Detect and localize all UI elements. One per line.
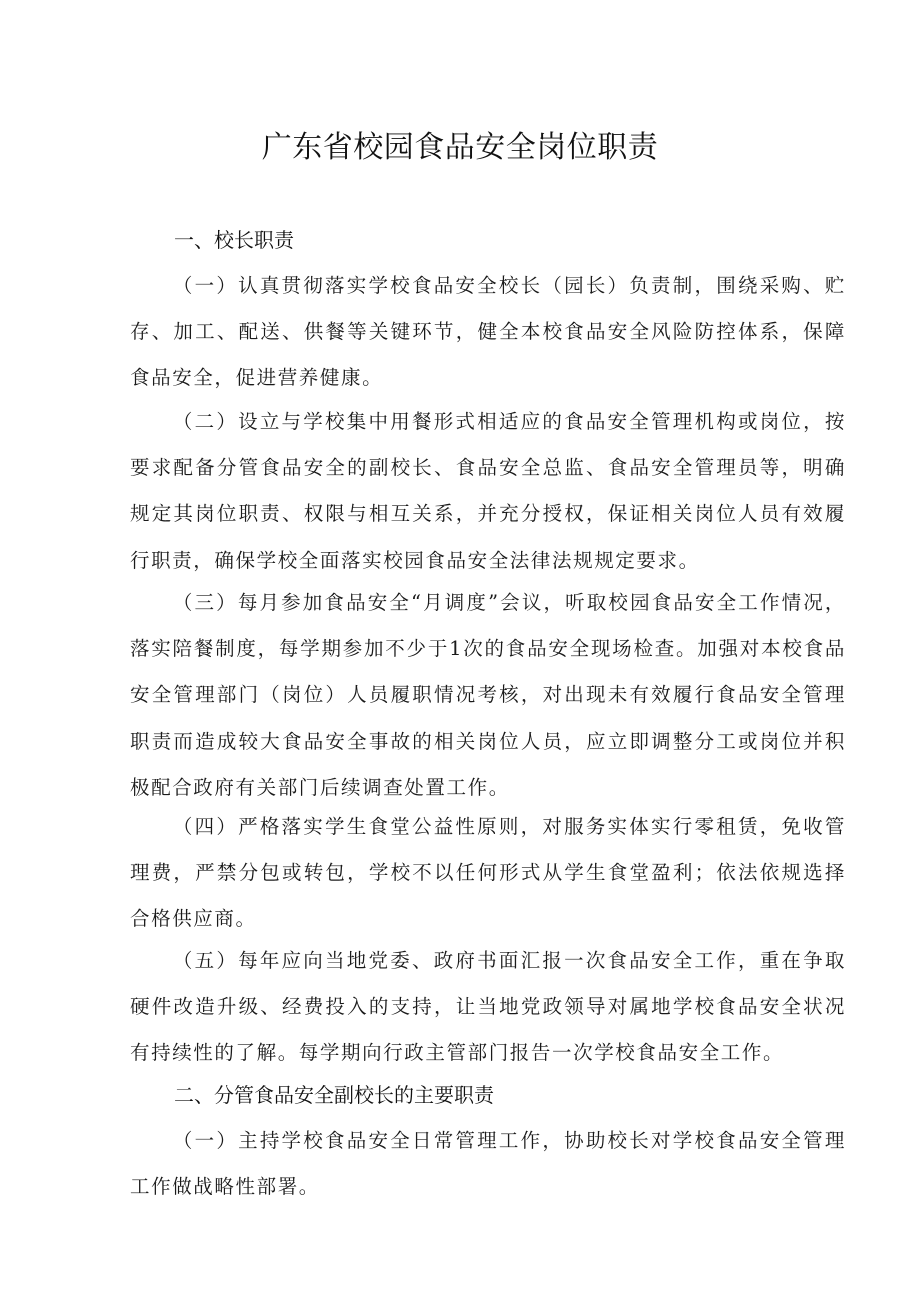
paragraph: （一）主持学校食品安全日常管理工作，协助校长对学校食品安全管理工作做战略性部署。 xyxy=(130,1129,846,1199)
paragraph: （三）每月参加食品安全“月调度”会议，听取校园食品安全工作情况，落实陪餐制度，每学期参加不少于1次的食品安全现场检查。加强对本校食品安全管理部门（岗位）人员履职情况考核，对出现未有效履行食品安全管理职责而造成较大食品安全事故的相关岗位人员，应立即调整分工或岗位并积极配合政府有关部门后续调查处置工作。 xyxy=(130,591,846,799)
document-title: 广东省校园食品安全岗位职责 xyxy=(261,130,659,165)
paragraph: （一）认真贯彻落实学校食品安全校长（园长）负责制，围绕采购、贮存、加工、配送、供餐等关键环节，健全本校食品安全风险防控体系，保障食品安全，促进营养健康。 xyxy=(130,274,846,390)
paragraph: （五）每年应向当地党委、政府书面汇报一次食品安全工作，重在争取硬件改造升级、经费投入的支持，让当地党政领导对属地学校食品安全状况有持续性的了解。每学期向行政主管部门报告一次学校食品安全工作。 xyxy=(130,949,846,1065)
paragraph: （二）设立与学校集中用餐形式相适应的食品安全管理机构或岗位，按要求配备分管食品安全的副校长、食品安全总监、食品安全管理员等，明确规定其岗位职责、权限与相互关系，并充分授权，保证相关岗位人员有效履行职责，确保学校全面落实校园食品安全法律法规规定要求。 xyxy=(130,410,846,572)
section-heading-principal: 一、校长职责 xyxy=(174,228,294,252)
section-heading-vice-principal: 二、分管食品安全副校长的主要职责 xyxy=(174,1083,494,1107)
paragraph: （四）严格落实学生食堂公益性原则，对服务实体实行零租赁，免收管理费，严禁分包或转包，学校不以任何形式从学生食堂盈利；依法依规选择合格供应商。 xyxy=(130,815,846,931)
